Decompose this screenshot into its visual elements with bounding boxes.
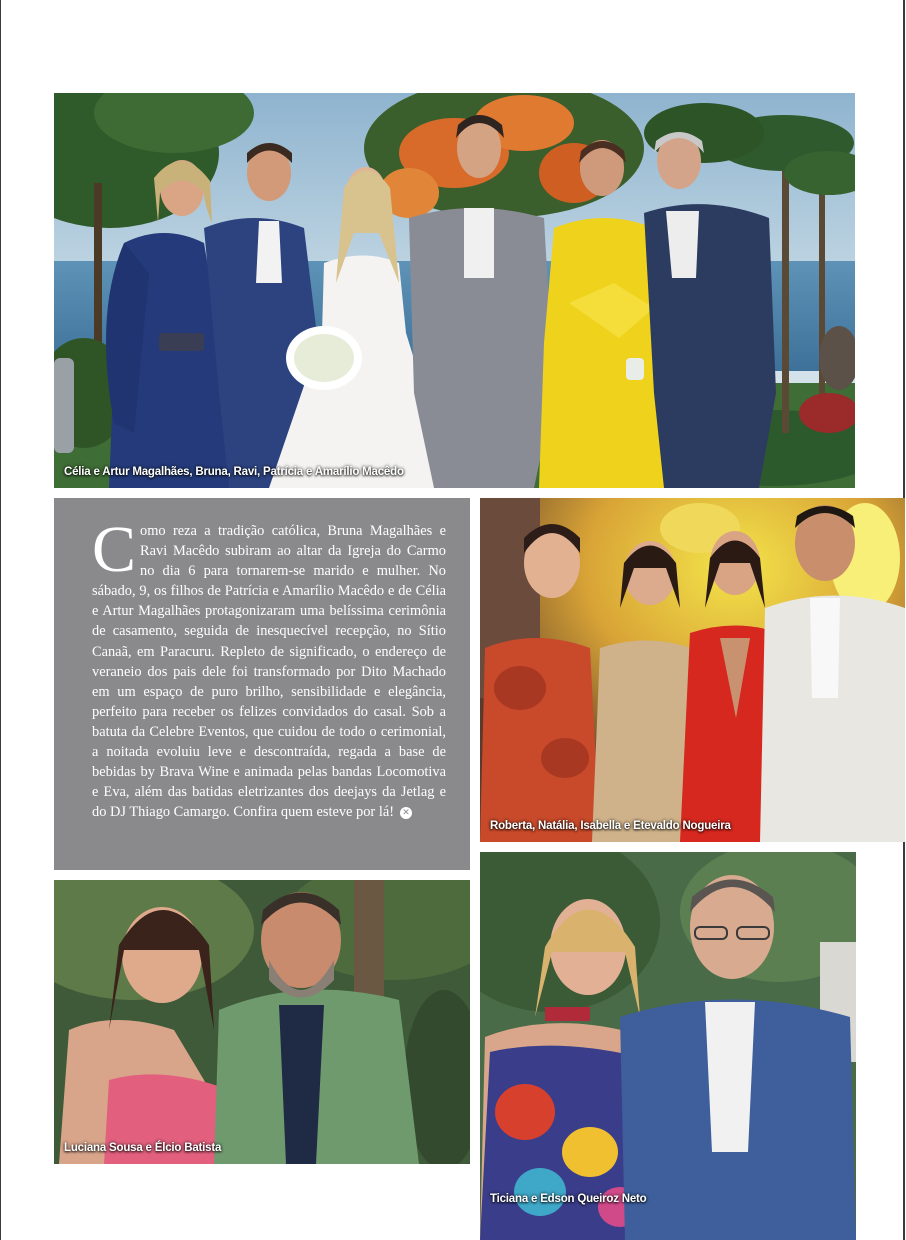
drop-cap: C — [92, 513, 137, 586]
article-body-paragraph — [92, 513, 446, 822]
couple-photo-ticiana-edson-image — [480, 852, 856, 1240]
photo-caption: Luciana Sousa e Élcio Batista — [64, 1142, 222, 1154]
wedding-group-photo — [54, 93, 855, 488]
party-group-photo — [480, 498, 905, 842]
photo-caption: Célia e Artur Magalhães, Bruna, Ravi, Patrícia e Amarílio Macêdo — [64, 466, 404, 478]
photo-caption: Ticiana e Edson Queiroz Neto — [490, 1193, 647, 1205]
end-mark-icon: ✕ — [400, 807, 412, 819]
couple-photo-luciana-elcio-image — [54, 880, 470, 1164]
page-edge-left — [0, 0, 1, 1240]
couple-photo-ticiana-edson — [480, 852, 856, 1240]
couple-photo-luciana-elcio — [54, 880, 470, 1164]
party-group-photo-image — [480, 498, 905, 842]
wedding-group-photo-image — [54, 93, 855, 488]
article-text-box — [54, 498, 470, 870]
article-body-text: omo reza a tradição católica, Bruna Magalhães e Ravi Macêdo subiram ao altar da Igreja do Carmo no dia 6 para tornarem-se marido e mulher. No sábado, 9, os filhos de Patrícia e Amarílio Macêdo e de Célia e Artur Magalhães protagonizaram uma belíssima cerimônia de casamento, seguida de inesquecível recepção, no Sítio Canaã, em Paracuru. Repleto de significado, o endereço de veraneio dos pais dele foi transformado por Dito Machado em um espaço de puro brilho, sensibilidade e elegância, perfeito para receber os felizes convidados do casal. Sob a batuta da Celebre Eventos, que cuidou de todo o cerimonial, a noitada evoluiu leve e descontraída, regada a base de bebidas by Brava Wine e animada pelas bandas Locomotiva e Eva, além das batidas eletrizantes dos deejays da Jetlag e do DJ Thiago Camargo. Confira quem esteve por lá! — [92, 523, 446, 821]
photo-caption: Roberta, Natália, Isabella e Etevaldo Nogueira — [490, 820, 731, 832]
